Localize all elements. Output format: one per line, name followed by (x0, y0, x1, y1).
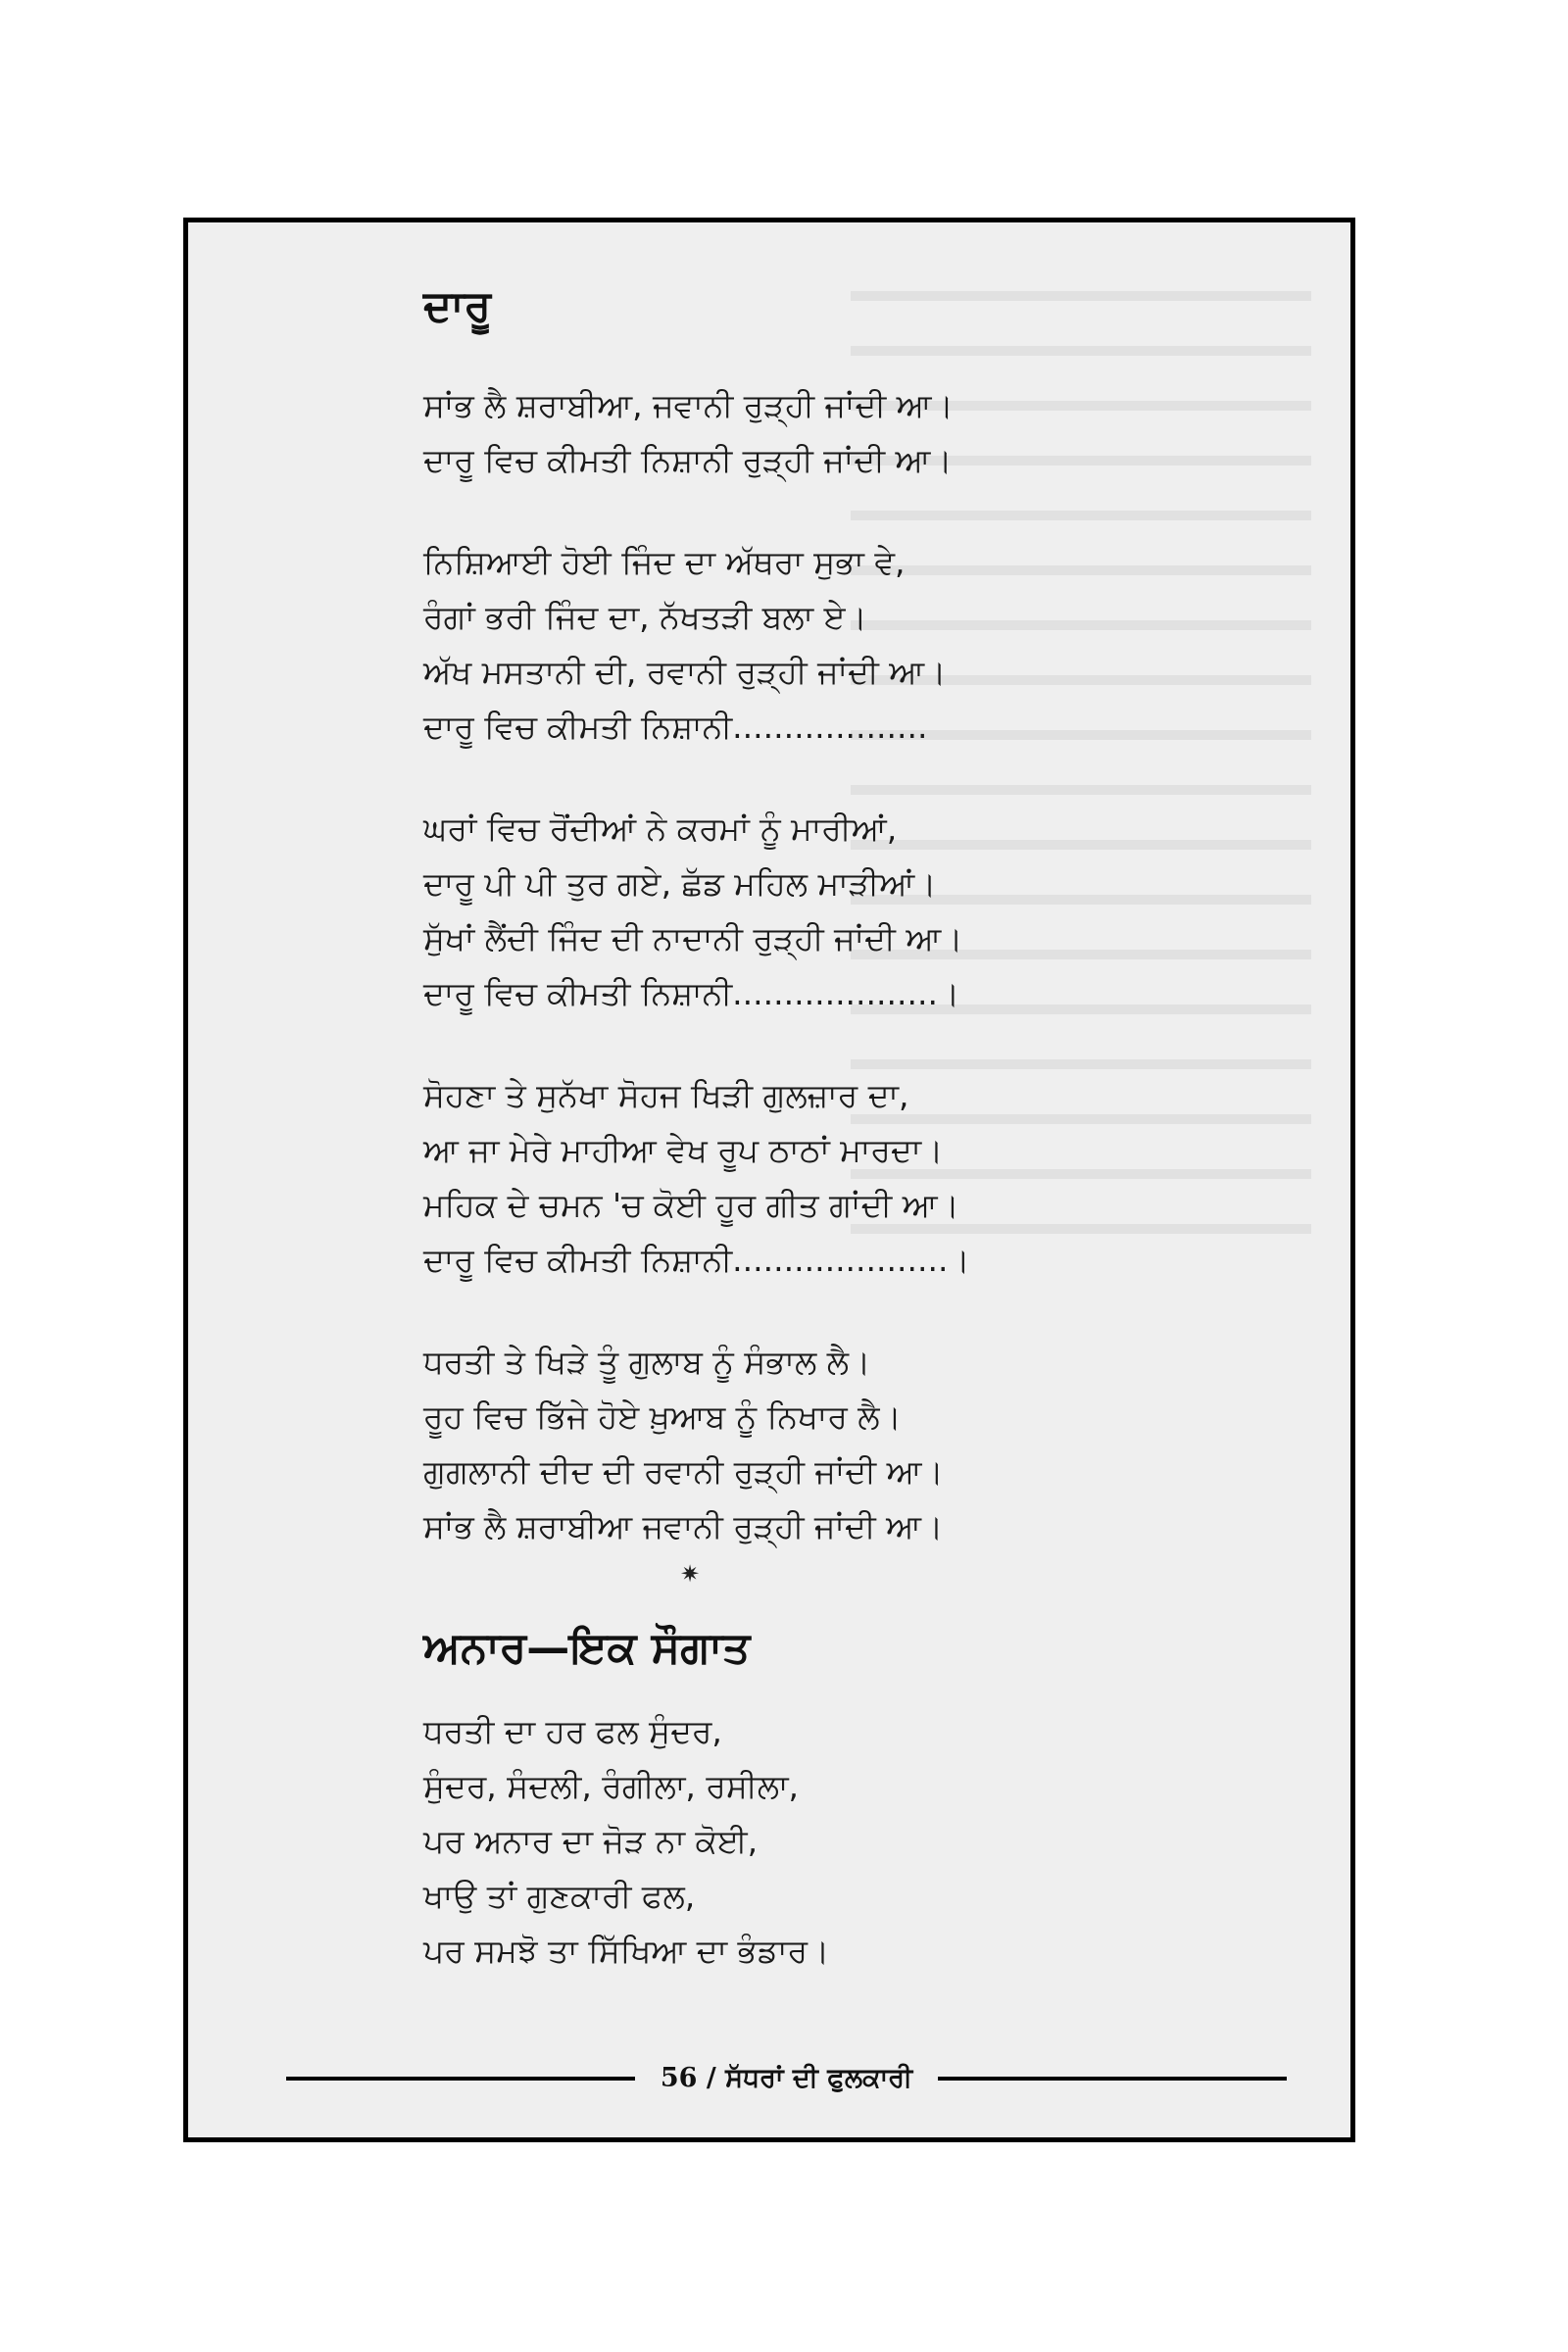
page-number-label: 56 / ਸੱਧਰਾਂ ਦੀ ਫੁਲਕਾਰੀ (660, 2063, 913, 2093)
poem-line: ਦਾਰੂ ਪੀ ਪੀ ਤੁਰ ਗਏ, ਛੱਡ ਮਹਿਲ ਮਾੜੀਆਂ। (423, 863, 937, 903)
poem-line: ਪਰ ਸਮਝੋ ਤਾ ਸਿੱਖਿਆ ਦਾ ਭੰਡਾਰ। (423, 1931, 830, 1970)
poem-title-anar: ਅਨਾਰ—ਇਕ ਸੌਗਾਤ (423, 1622, 751, 1673)
page-footer (286, 2063, 1287, 2094)
stanza-3 (423, 802, 1292, 1021)
poem-line: ਆ ਜਾ ਮੇਰੇ ਮਾਹੀਆ ਵੇਖ ਰੂਪ ਠਾਠਾਂ ਮਾਰਦਾ। (423, 1130, 944, 1169)
poem-line: ਦਾਰੂ ਵਿਚ ਕੀਮਤੀ ਨਿਸ਼ਾਨੀ ਰੁੜ੍ਹੀ ਜਾਂਦੀ ਆ। (423, 440, 953, 479)
poem-line: ਦਾਰੂ ਵਿਚ ਕੀਮਤੀ ਨਿਸ਼ਾਨੀ....................। (423, 973, 960, 1012)
poem-line: ਘਰਾਂ ਵਿਚ ਰੋਂਦੀਆਂ ਨੇ ਕਰਮਾਂ ਨੂੰ ਮਾਰੀਆਂ, (423, 808, 898, 848)
poem-line: ਸਾਂਭ ਲੈ ਸ਼ਰਾਬੀਆ ਜਵਾਨੀ ਰੁੜ੍ਹੀ ਜਾਂਦੀ ਆ। (423, 1506, 944, 1545)
stanza-1 (423, 378, 1292, 488)
poem-line: ਮਹਿਕ ਦੇ ਚਮਨ 'ਚ ਕੋਈ ਹੂਰ ਗੀਤ ਗਾਂਦੀ ਆ। (423, 1185, 959, 1224)
footer-rule-right (938, 2077, 1287, 2081)
stanza-5 (423, 1335, 1292, 1554)
poem-line: ਅੱਖ ਮਸਤਾਨੀ ਦੀ, ਰਵਾਨੀ ਰੁੜ੍ਹੀ ਜਾਂਦੀ ਆ। (423, 652, 947, 691)
poem-title-daru: ਦਾਰੂ (423, 281, 491, 331)
page-content (423, 281, 1292, 1979)
poem-line: ਸਾਂਭ ਲੈ ਸ਼ਰਾਬੀਆ, ਜਵਾਨੀ ਰੁੜ੍ਹੀ ਜਾਂਦੀ ਆ। (423, 385, 954, 424)
poem-line: ਧਰਤੀ ਦਾ ਹਰ ਫਲ ਸੁੰਦਰ, (423, 1711, 722, 1750)
poem-line: ਖਾਉ ਤਾਂ ਗੁਣਕਾਰੀ ਫਲ, (423, 1876, 696, 1915)
anar-stanza (423, 1704, 1292, 1979)
poem-line: ਧਰਤੀ ਤੇ ਖਿੜੇ ਤੂੰ ਗੁਲਾਬ ਨੂੰ ਸੰਭਾਲ ਲੈ। (423, 1342, 871, 1381)
poem-line: ਰੂਹ ਵਿਚ ਭਿੱਜੇ ਹੋਏ ਖ਼ੁਆਬ ਨੂੰ ਨਿਖਾਰ ਲੈ। (423, 1396, 902, 1436)
poem-line: ਸੋਹਣਾ ਤੇ ਸੁਨੱਖਾ ਸੋਹਜ ਖਿੜੀ ਗੁਲਜ਼ਾਰ ਦਾ, (423, 1075, 909, 1114)
footer-rule-left (286, 2077, 635, 2081)
poem-line: ਪਰ ਅਨਾਰ ਦਾ ਜੋੜ ਨਾ ਕੋਈ, (423, 1821, 759, 1860)
poem-line: ਸੁੰਦਰ, ਸੰਦਲੀ, ਰੰਗੀਲਾ, ਰਸੀਲਾ, (423, 1766, 800, 1805)
poem-line: ਦਾਰੂ ਵਿਚ ਕੀਮਤੀ ਨਿਸ਼ਾਨੀ.....................। (423, 1240, 970, 1279)
poem-line: ਦਾਰੂ ਵਿਚ ਕੀਮਤੀ ਨਿਸ਼ਾਨੀ................... (423, 707, 928, 746)
stanza-4 (423, 1068, 1292, 1288)
poem-line: ਨਿਸ਼ਿਆਈ ਹੋਈ ਜਿੰਦ ਦਾ ਅੱਥਰਾ ਸੁਭਾ ਵੇ, (423, 542, 906, 581)
star-divider-icon: ✷ (680, 1559, 701, 1588)
book-page (183, 218, 1355, 2142)
poem-line: ਗੁਗਲਾਨੀ ਦੀਦ ਦੀ ਰਵਾਨੀ ਰੁੜ੍ਹੀ ਜਾਂਦੀ ਆ। (423, 1451, 944, 1491)
stanza-2 (423, 535, 1292, 755)
poem-line: ਰੰਗਾਂ ਭਰੀ ਜਿੰਦ ਦਾ, ਨੱਖਤੜੀ ਬਲਾ ਏ। (423, 597, 867, 636)
poem-line: ਸੁੱਖਾਂ ਲੈਂਦੀ ਜਿੰਦ ਦੀ ਨਾਦਾਨੀ ਰੁੜ੍ਹੀ ਜਾਂਦੀ ਆ। (423, 918, 963, 957)
